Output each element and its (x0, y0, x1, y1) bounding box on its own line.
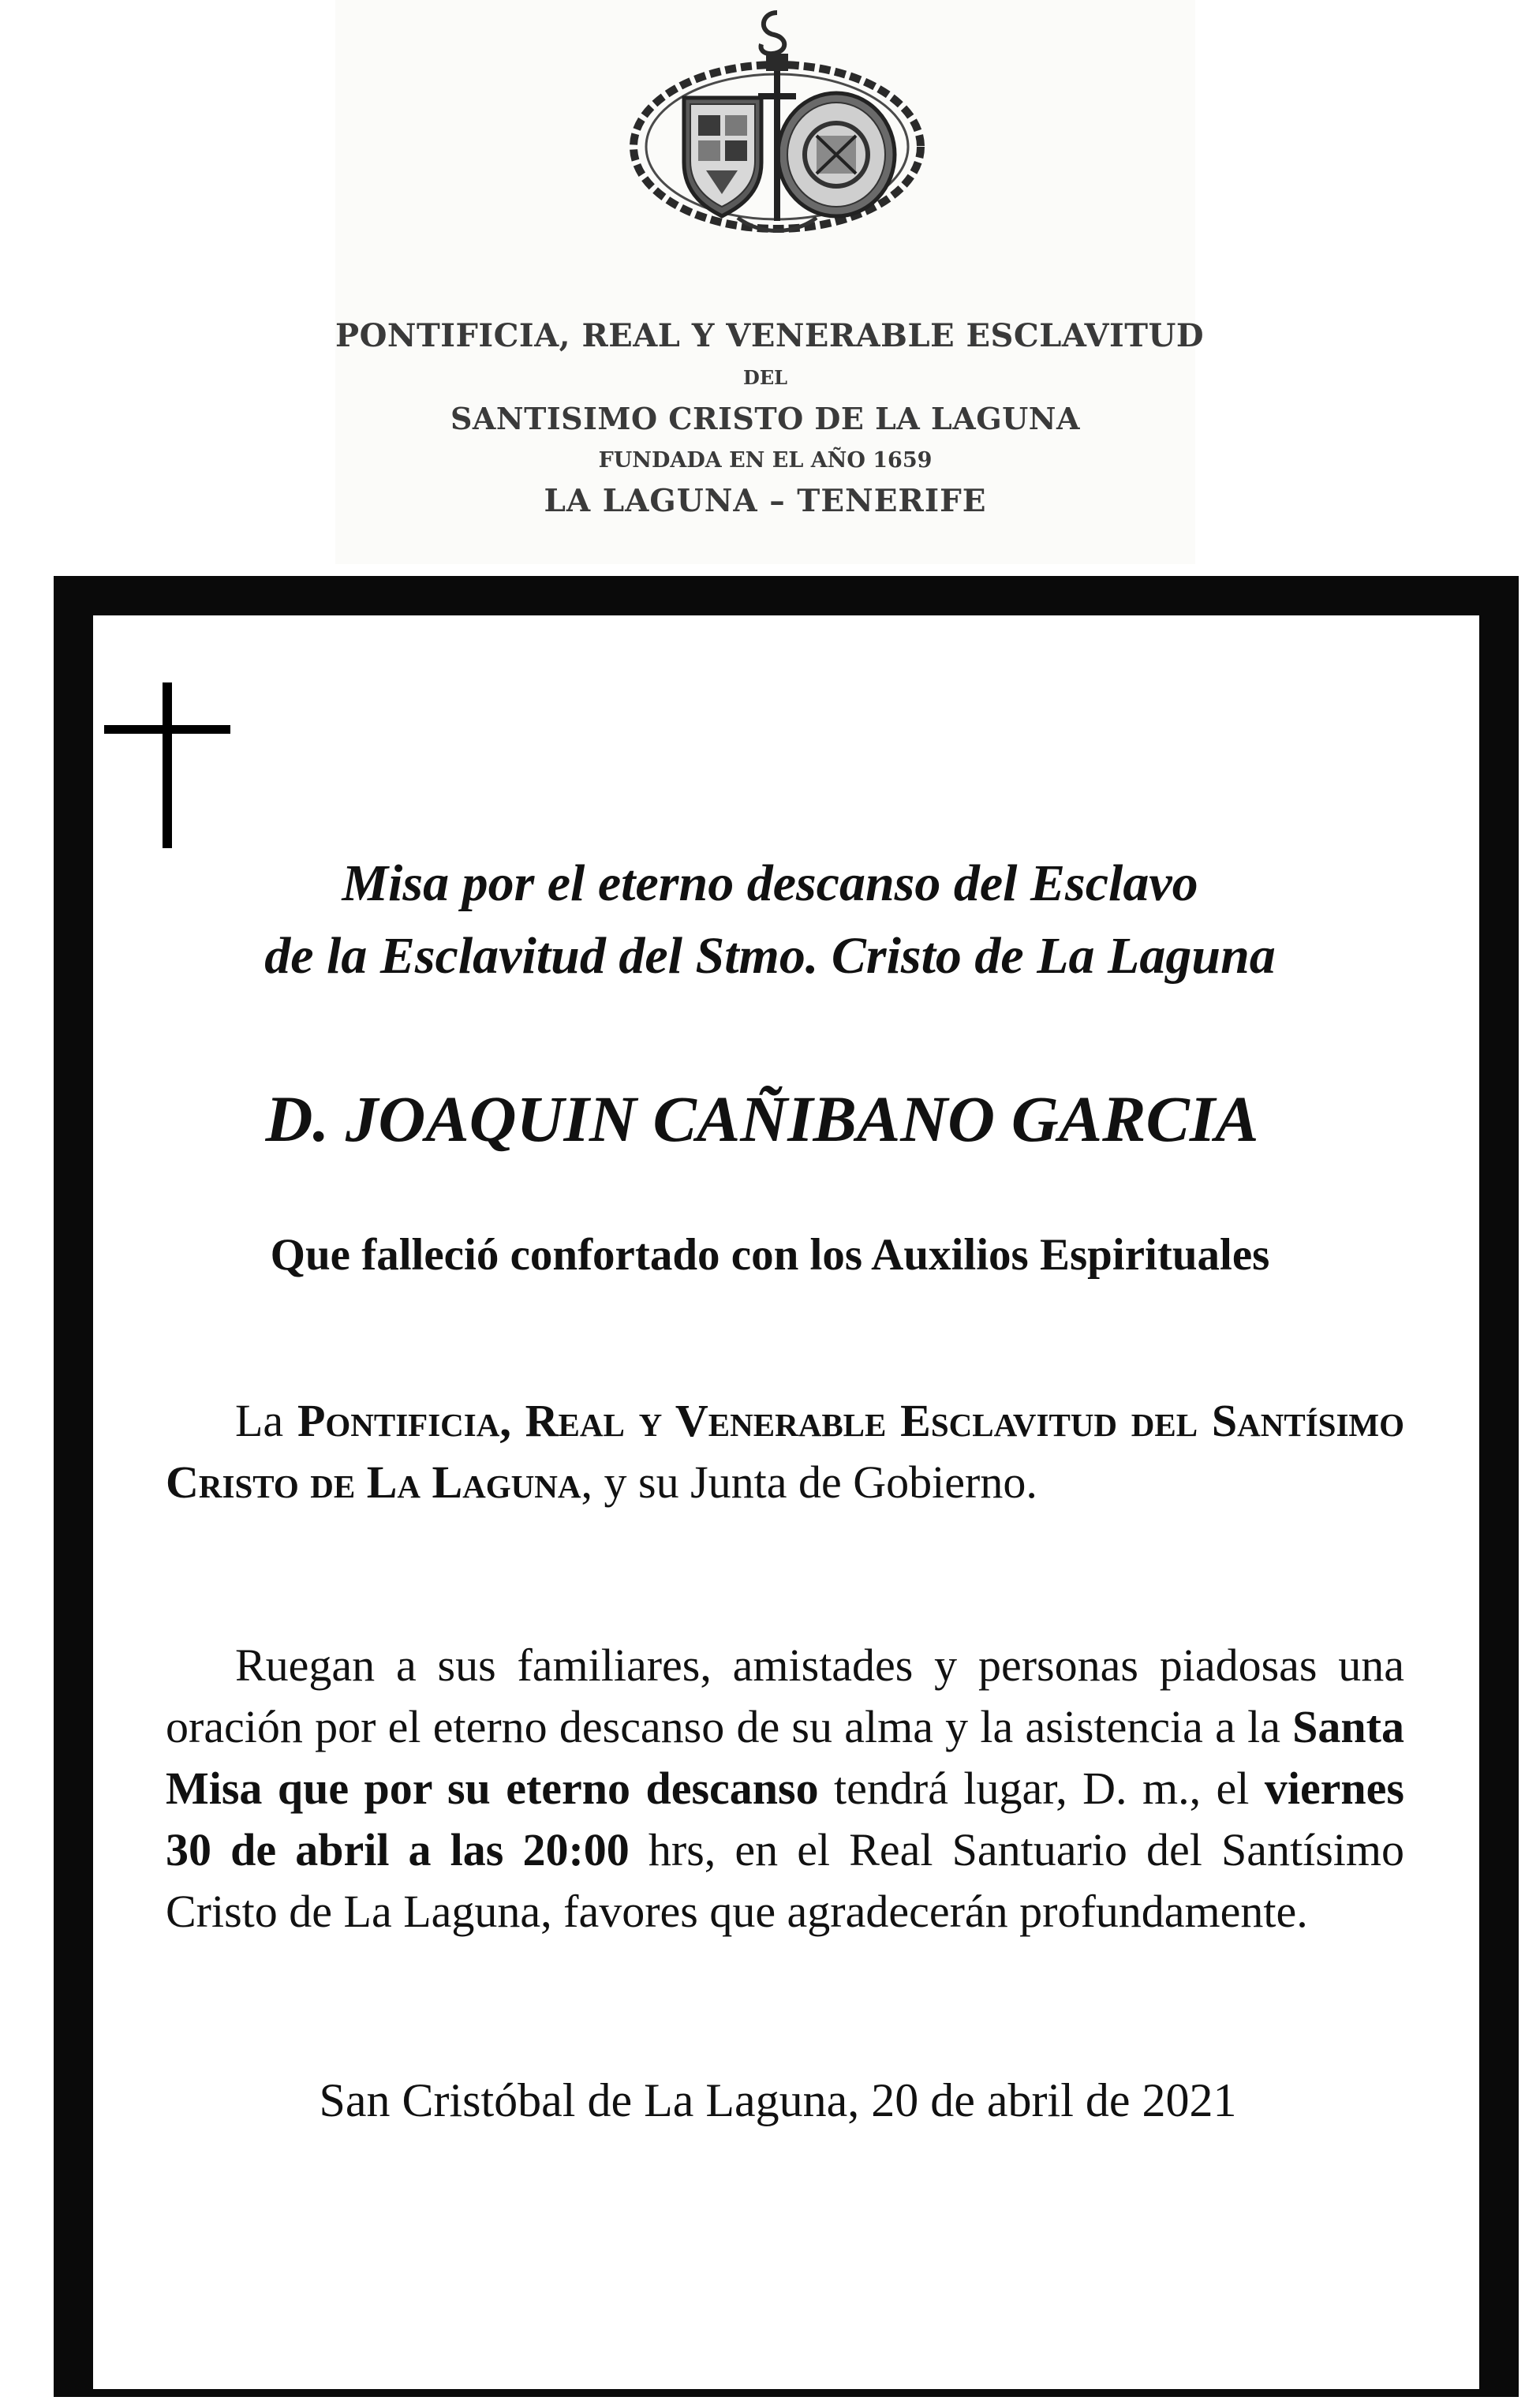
paragraph1-org-name: Pontificia, Real y Venerable Esclavitud del Santísimo Cristo de La Laguna (166, 1395, 1405, 1508)
paragraph2-datetime: viernes 30 de abril a las 20:00 (166, 1763, 1404, 1875)
paragraph2-part3: hrs, en el Real Santuario del Santísimo Cristo de La Laguna, favores que agradecerán profundamente. (166, 1824, 1404, 1937)
paragraph1-lead: La (235, 1395, 297, 1446)
confraternity-crest-icon (619, 5, 935, 241)
org-location-line: LA LAGUNA – TENERIFE (544, 483, 987, 519)
paragraph-invitation (166, 1635, 1404, 1942)
notice-subtitle: Que falleció confortado con los Auxilios Espirituales (270, 1230, 1270, 1280)
org-name-line-1: PONTIFICIA, REAL Y VENERABLE ESCLAVITUD (335, 317, 1205, 354)
paragraph1-tail: , y su Junta de Gobierno. (581, 1456, 1037, 1508)
place-and-date: San Cristóbal de La Laguna, 20 de abril de 2021 (319, 2074, 1237, 2126)
latin-cross-icon (104, 682, 230, 848)
intro-line-1: Misa por el eterno descanso del Esclavo (342, 854, 1198, 912)
paragraph-organization (166, 1390, 1404, 1513)
deceased-name: D. JOAQUIN CAÑIBANO GARCIA (265, 1082, 1259, 1155)
paragraph2-part1: Ruegan a sus familiares, amistades y personas piadosas una oración por el eterno descanso de su alma y la asistencia a la (166, 1640, 1404, 1752)
intro-line-2: de la Esclavitud del Stmo. Cristo de La Laguna (264, 927, 1276, 985)
org-name-line-2: DEL (743, 366, 787, 389)
org-name-line-3: SANTISIMO CRISTO DE LA LAGUNA (450, 401, 1081, 436)
header-emblem-block (335, 0, 1205, 564)
org-founded-line: FUNDADA EN EL AÑO 1659 (598, 448, 933, 473)
paragraph2-part2: tendrá lugar, D. m., el (818, 1763, 1265, 1814)
paragraph2-mass: Santa Misa que por su eterno descanso (166, 1701, 1404, 1814)
